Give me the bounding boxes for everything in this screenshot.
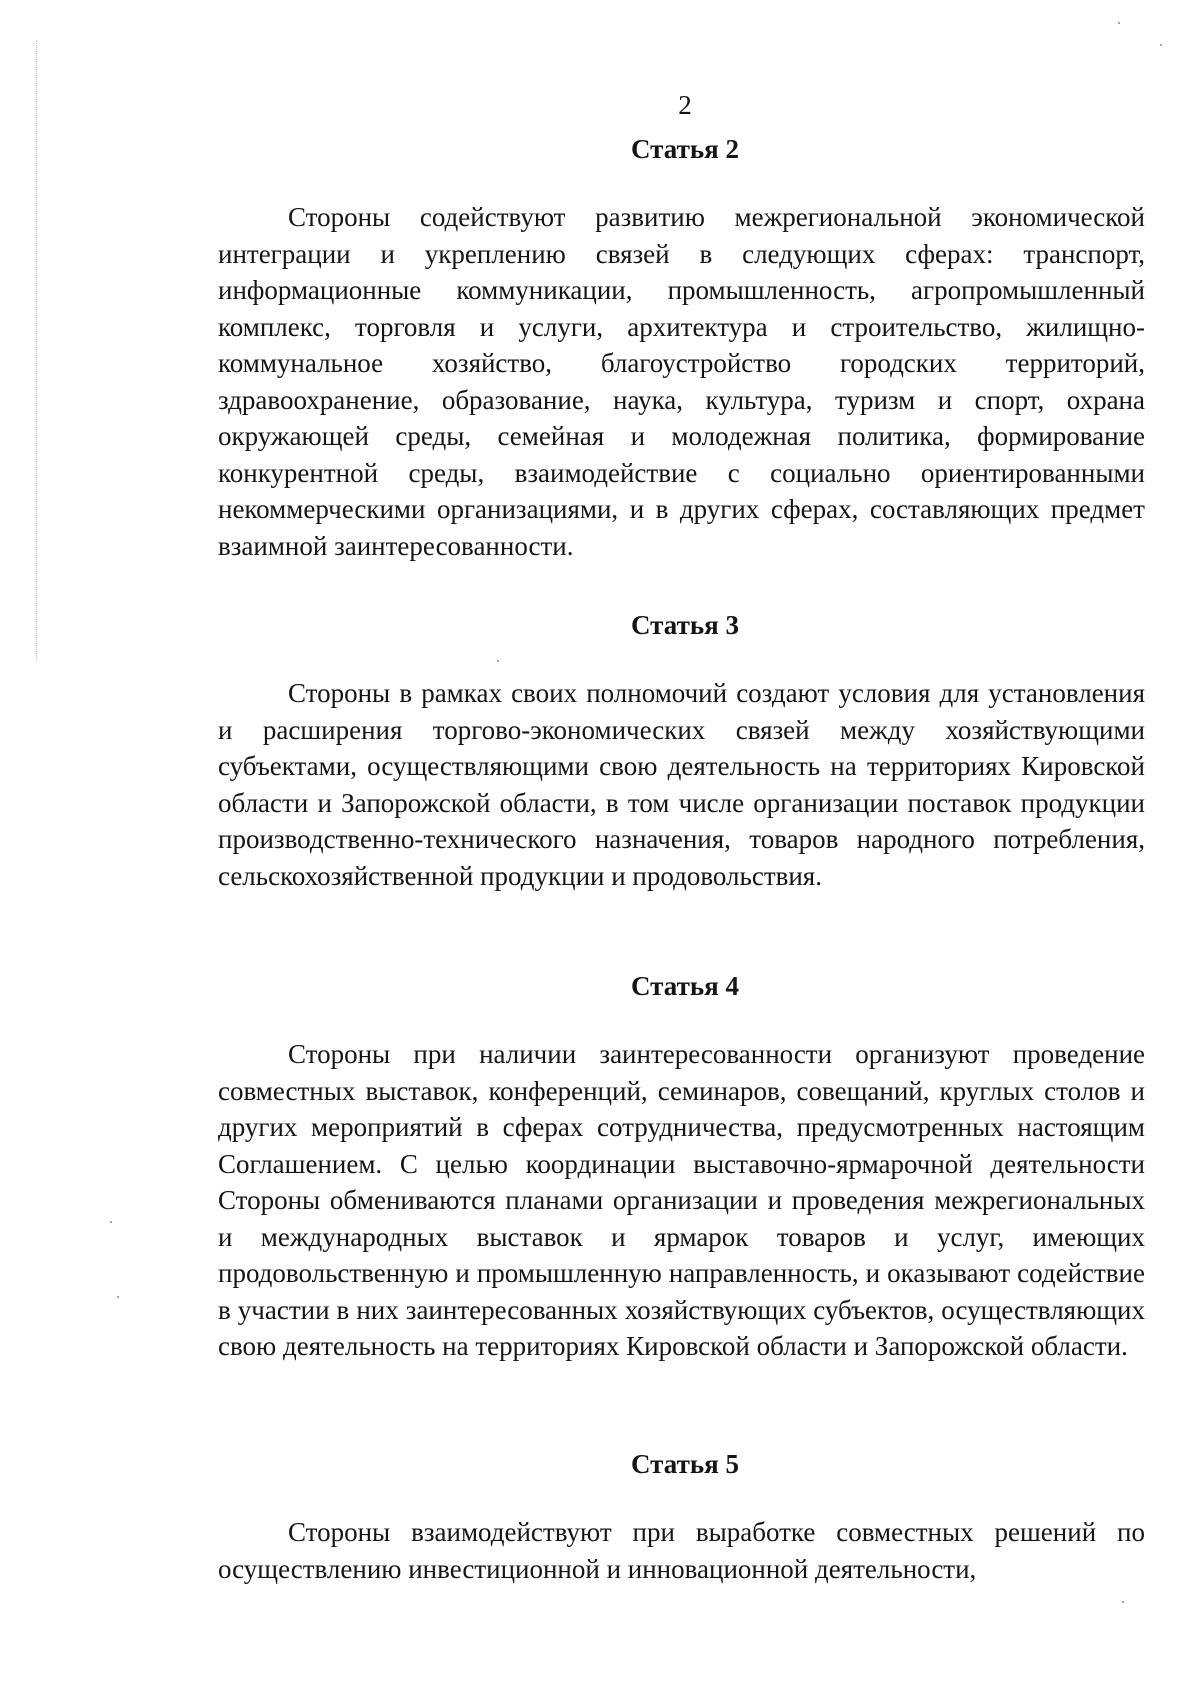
article-5-text: Стороны взаимодействуют при выработке совместных решений по осуществлению инвестиционной и инновационной деятельности, — [218, 1517, 1145, 1584]
article-5-heading: Статья 5 — [631, 1449, 739, 1479]
scan-speck — [117, 1296, 119, 1298]
article-3-heading: Статья 3 — [631, 610, 739, 640]
scan-speck — [1122, 1601, 1124, 1603]
article-4-heading: Статья 4 — [631, 971, 739, 1001]
scan-speck — [1160, 44, 1162, 46]
article-2-heading: Статья 2 — [631, 134, 739, 164]
scan-speck — [1118, 22, 1120, 24]
article-2-text: Стороны содействуют развитию межрегиональной экономической интеграции и укреплению связей в следующих сферах: транспорт, информационные коммуникации, промышленность, агропромышленный комплекс, торговля и услуги, архитектура и строительство, жилищно-коммунальное хозяйство, благоустройство городских территорий, здравоохранение, образование, наука, культура, туризм и спорт, охрана окружающей среды, семейная и молодежная политика, формирование конкурентной среды, взаимодействие с социально ориентированными некоммерческими организациями, и в других сферах, составляющих предмет взаимной заинтересованности. — [218, 202, 1145, 561]
scan-speck — [110, 1221, 112, 1223]
article-3-text: Стороны в рамках своих полномочий создают условия для установления и расширения торгово-экономических связей между хозяйствующими субъектами, осуществляющими свою деятельность на территориях Кировской области и Запорожской области, в том числе организации поставок продукции производственно-технического назначения, товаров народного потребления, сельскохозяйственной продукции и продовольствия. — [218, 678, 1145, 891]
scan-margin-artifact — [36, 40, 37, 660]
scan-speck — [497, 660, 499, 662]
article-4-text: Стороны при наличии заинтересованности организуют проведение совместных выставок, конференций, семинаров, совещаний, круглых столов и других мероприятий в сферах сотрудничества, предусмотренных настоящим Соглашением. С целью координации выставочно-ярмарочной деятельности Стороны обмениваются планами организации и проведения межрегиональных и международных выставок и ярмарок товаров и услуг, имеющих продовольственную и промышленную направленность, и оказывают содействие в участии в них заинтересованных хозяйствующих субъектов, осуществляющих свою деятельность на территориях Кировской области и Запорожской области. — [218, 1039, 1145, 1361]
page-number: 2 — [678, 90, 692, 120]
